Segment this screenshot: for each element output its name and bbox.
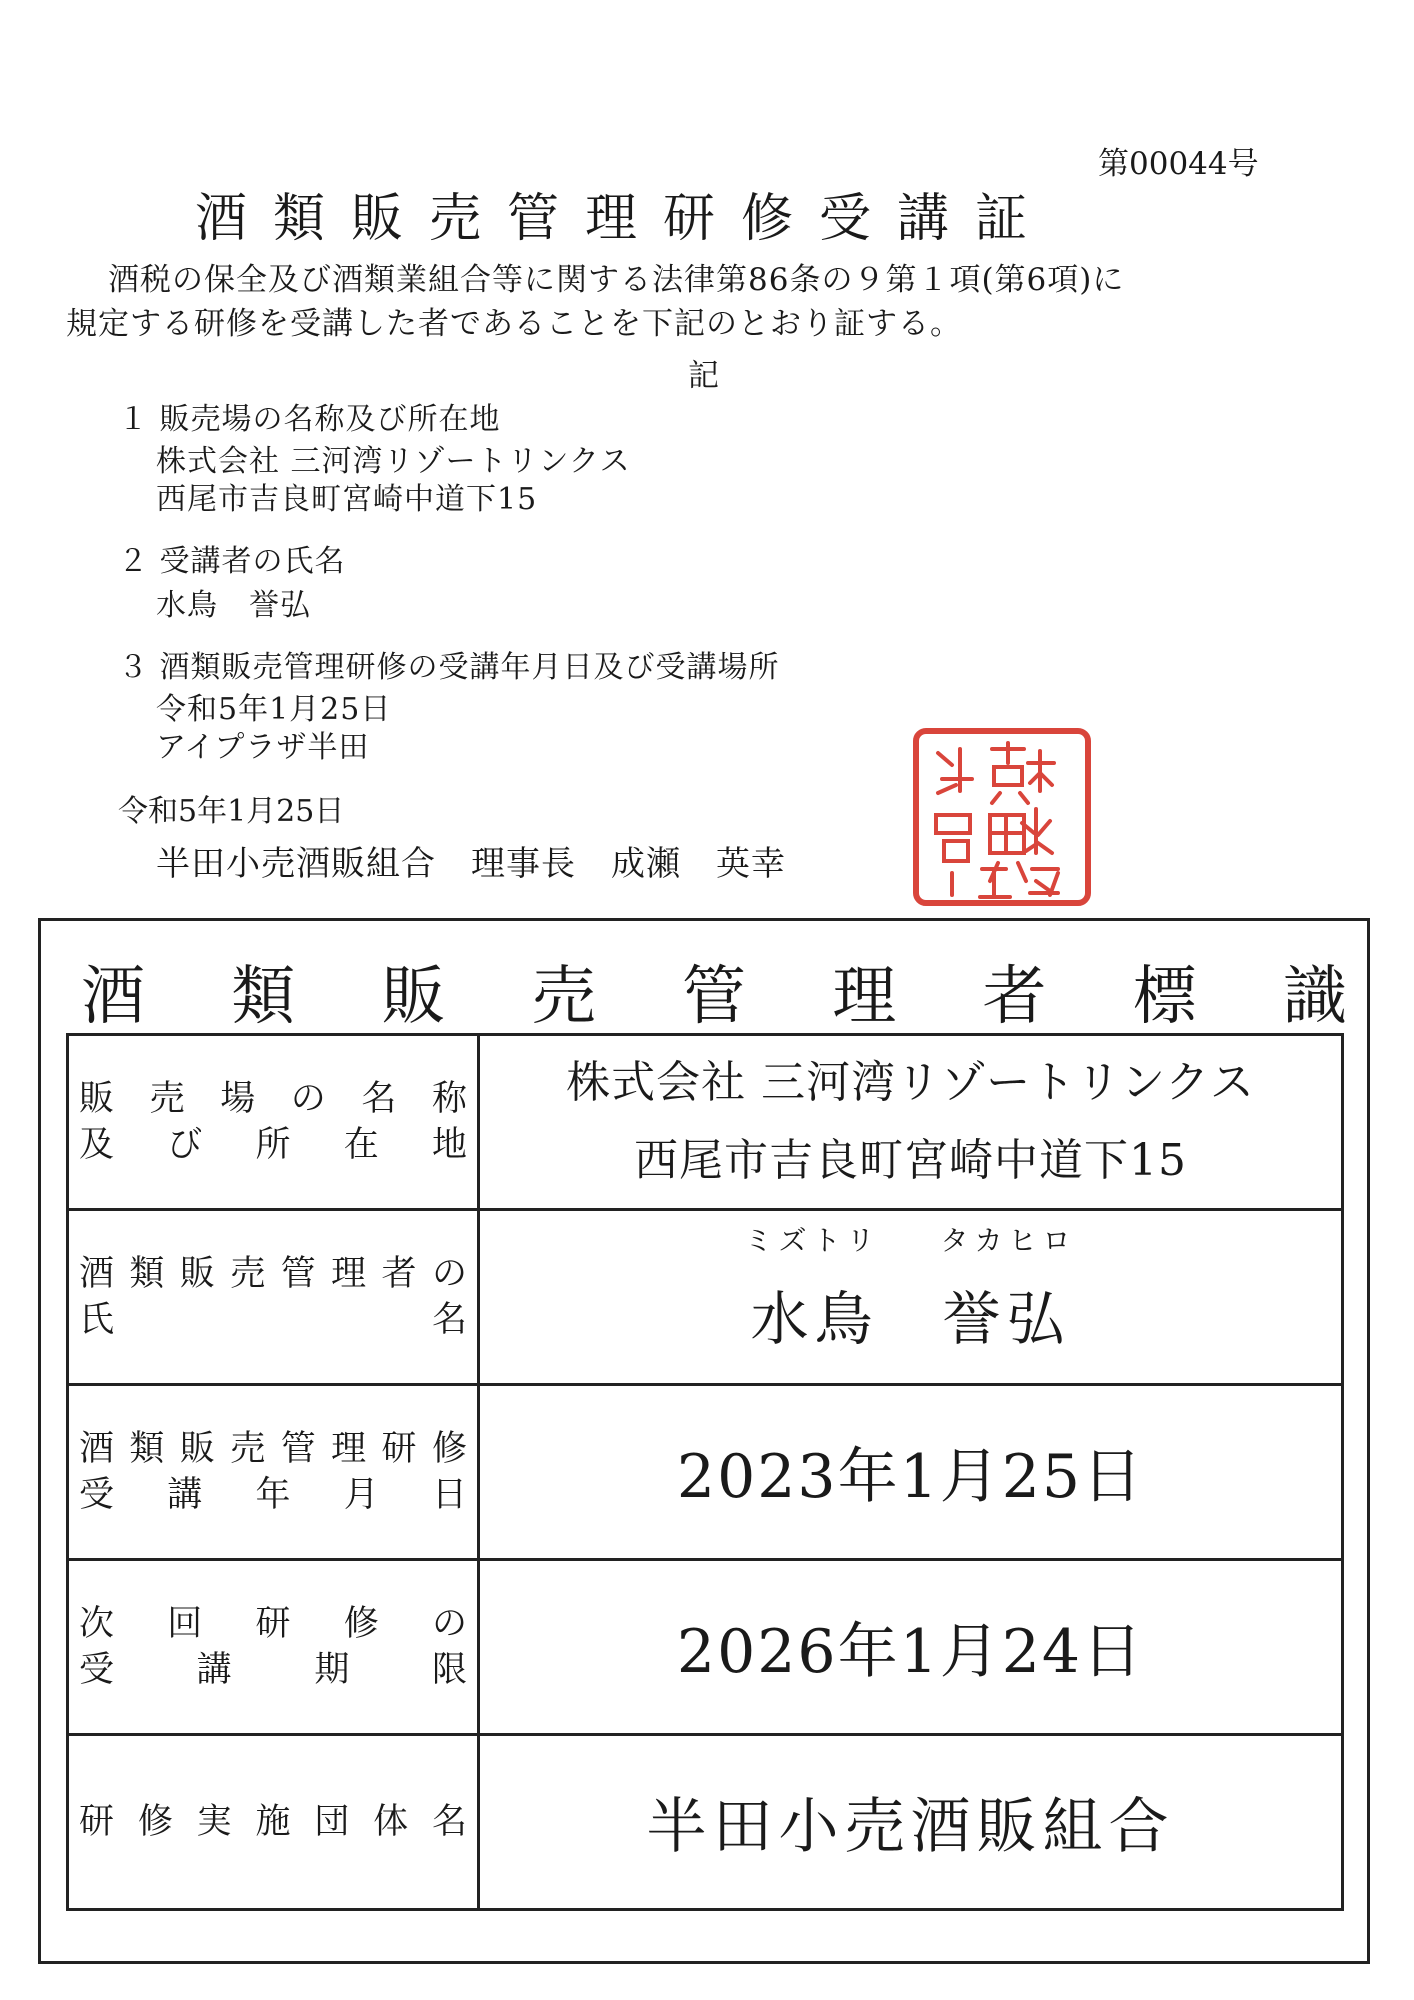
value-training-date: [479, 1385, 1343, 1560]
label-line: [69, 1426, 477, 1472]
item-1-line-1: 株式会社 三河湾リゾートリンクス: [156, 444, 631, 479]
label-char: 理: [331, 1429, 367, 1469]
label-char: 名: [431, 1802, 467, 1842]
label-char: の: [290, 1079, 326, 1119]
official-seal-icon: [908, 723, 1096, 911]
label-char: 名: [431, 1300, 467, 1340]
label-char: 在: [343, 1125, 379, 1165]
item-2-heading: ２ 受講者の氏名: [118, 544, 346, 579]
value-next-deadline: [479, 1560, 1343, 1735]
training-org: 半田小売酒販組合: [646, 1792, 1175, 1862]
label-manager-name: [68, 1210, 479, 1385]
value-training-org: [479, 1735, 1343, 1910]
label-char: 管: [280, 1254, 316, 1294]
item-3-line-1: 令和5年1月25日: [156, 692, 392, 727]
label-line: [69, 1472, 477, 1518]
sign-title-char: 理: [832, 960, 897, 1034]
label-char: 限: [431, 1650, 467, 1690]
sign-frame: [38, 918, 1370, 1964]
label-char: 販: [79, 1079, 115, 1119]
label-char: 施: [255, 1802, 291, 1842]
label-char: 修: [343, 1604, 379, 1644]
label-char: 氏: [79, 1300, 115, 1340]
furigana-given: タカヒロ: [940, 1224, 1077, 1257]
label-char: 修: [431, 1429, 467, 1469]
table-row: [68, 1035, 1343, 1210]
label-char: 修: [137, 1802, 173, 1842]
label-char: 体: [373, 1802, 409, 1842]
sign-table: [66, 1033, 1344, 1911]
label-char: 名: [361, 1079, 397, 1119]
label-char: 研: [381, 1429, 417, 1469]
item-2-line-1: 水鳥 誉弘: [156, 588, 311, 623]
table-row: [68, 1385, 1343, 1560]
label-char: 及: [79, 1125, 115, 1165]
item-1-heading: １ 販売場の名称及び所在地: [118, 402, 501, 437]
next-deadline: 2026年1月24日: [676, 1617, 1145, 1687]
label-char: 地: [431, 1125, 467, 1165]
sign-title-char: 標: [1132, 960, 1197, 1034]
label-char: 場: [220, 1079, 256, 1119]
label-char: 年: [255, 1475, 291, 1515]
label-char: 研: [255, 1604, 291, 1644]
table-row: [68, 1560, 1343, 1735]
manager-name: 水鳥 誉弘: [750, 1285, 1071, 1353]
label-char: 販: [179, 1429, 215, 1469]
intro-line-1: 酒税の保全及び酒類業組合等に関する法律第86条の９第１項(第6項)に: [108, 262, 1125, 298]
label-line: [69, 1122, 477, 1168]
label-char: 回: [167, 1604, 203, 1644]
store-address: 西尾市吉良町宮崎中道下15: [634, 1135, 1187, 1186]
label-training-date: [68, 1385, 479, 1560]
label-char: 実: [196, 1802, 232, 1842]
furigana: [480, 1219, 1341, 1259]
label-line: [69, 1647, 477, 1693]
issuer-name: 半田小売酒販組合 理事長 成瀬 英幸: [156, 844, 786, 884]
label-char: 酒: [79, 1429, 115, 1469]
sign-title-char: 者: [982, 960, 1047, 1034]
label-char: 講: [167, 1475, 203, 1515]
sign-title-char: 管: [682, 960, 746, 1034]
label-line: [69, 1601, 477, 1647]
training-date: 2023年1月25日: [676, 1442, 1145, 1512]
label-char: 月: [343, 1475, 379, 1515]
label-char: 類: [129, 1429, 165, 1469]
item-3-heading: ３ 酒類販売管理研修の受講年月日及び受講場所: [118, 650, 780, 685]
label-char: 売: [230, 1254, 266, 1294]
label-char: び: [167, 1125, 203, 1165]
label-char: 称: [431, 1079, 467, 1119]
label-char: 期: [314, 1650, 350, 1690]
sign-title-char: 販: [381, 960, 446, 1034]
label-char: 売: [149, 1079, 185, 1119]
label-char: 類: [129, 1254, 165, 1294]
sign-title-char: 類: [231, 960, 296, 1034]
certificate-number: 第00044号: [1098, 146, 1259, 182]
table-row: [68, 1210, 1343, 1385]
label-char: 酒: [79, 1254, 115, 1294]
label-char: 者: [381, 1254, 417, 1294]
sign-title-char: 識: [1283, 960, 1347, 1034]
label-char: 講: [196, 1650, 232, 1690]
issue-date: 令和5年1月25日: [118, 794, 345, 829]
value-store-name-address: [479, 1035, 1343, 1210]
label-char: 販: [179, 1254, 215, 1294]
table-row: [68, 1735, 1343, 1910]
label-char: 管: [280, 1429, 316, 1469]
label-next-deadline: [68, 1560, 479, 1735]
sign-title-char: 酒: [81, 960, 145, 1034]
item-1-line-2: 西尾市吉良町宮崎中道下15: [156, 482, 538, 517]
label-char: 所: [255, 1125, 291, 1165]
label-char: 日: [431, 1475, 467, 1515]
label-char: 受: [79, 1475, 115, 1515]
label-char: 研: [79, 1802, 115, 1842]
label-char: の: [431, 1604, 467, 1644]
label-line: [69, 1076, 477, 1122]
certificate-title: 酒類販売管理研修受講証: [195, 189, 1054, 249]
label-char: 団: [314, 1802, 350, 1842]
label-char: の: [431, 1254, 467, 1294]
label-line: [69, 1251, 477, 1297]
value-manager-name: [479, 1210, 1343, 1385]
ki-heading: 記: [688, 358, 719, 394]
store-name: 株式会社 三河湾リゾートリンクス: [566, 1057, 1255, 1108]
item-3-line-2: アイプラザ半田: [156, 730, 370, 765]
label-training-org: [68, 1735, 479, 1910]
label-char: 理: [331, 1254, 367, 1294]
label-store-name-address: [68, 1035, 479, 1210]
label-line: [69, 1297, 477, 1343]
label-char: 売: [230, 1429, 266, 1469]
label-char: 次: [79, 1604, 115, 1644]
intro-line-2: 規定する研修を受講した者であることを下記のとおり証する。: [66, 306, 962, 342]
furigana-family: ミズトリ: [744, 1224, 881, 1257]
label-char: 受: [79, 1650, 115, 1690]
sign-title-char: 売: [531, 960, 596, 1034]
sign-title: [41, 945, 1373, 1037]
label-line: [69, 1799, 477, 1845]
